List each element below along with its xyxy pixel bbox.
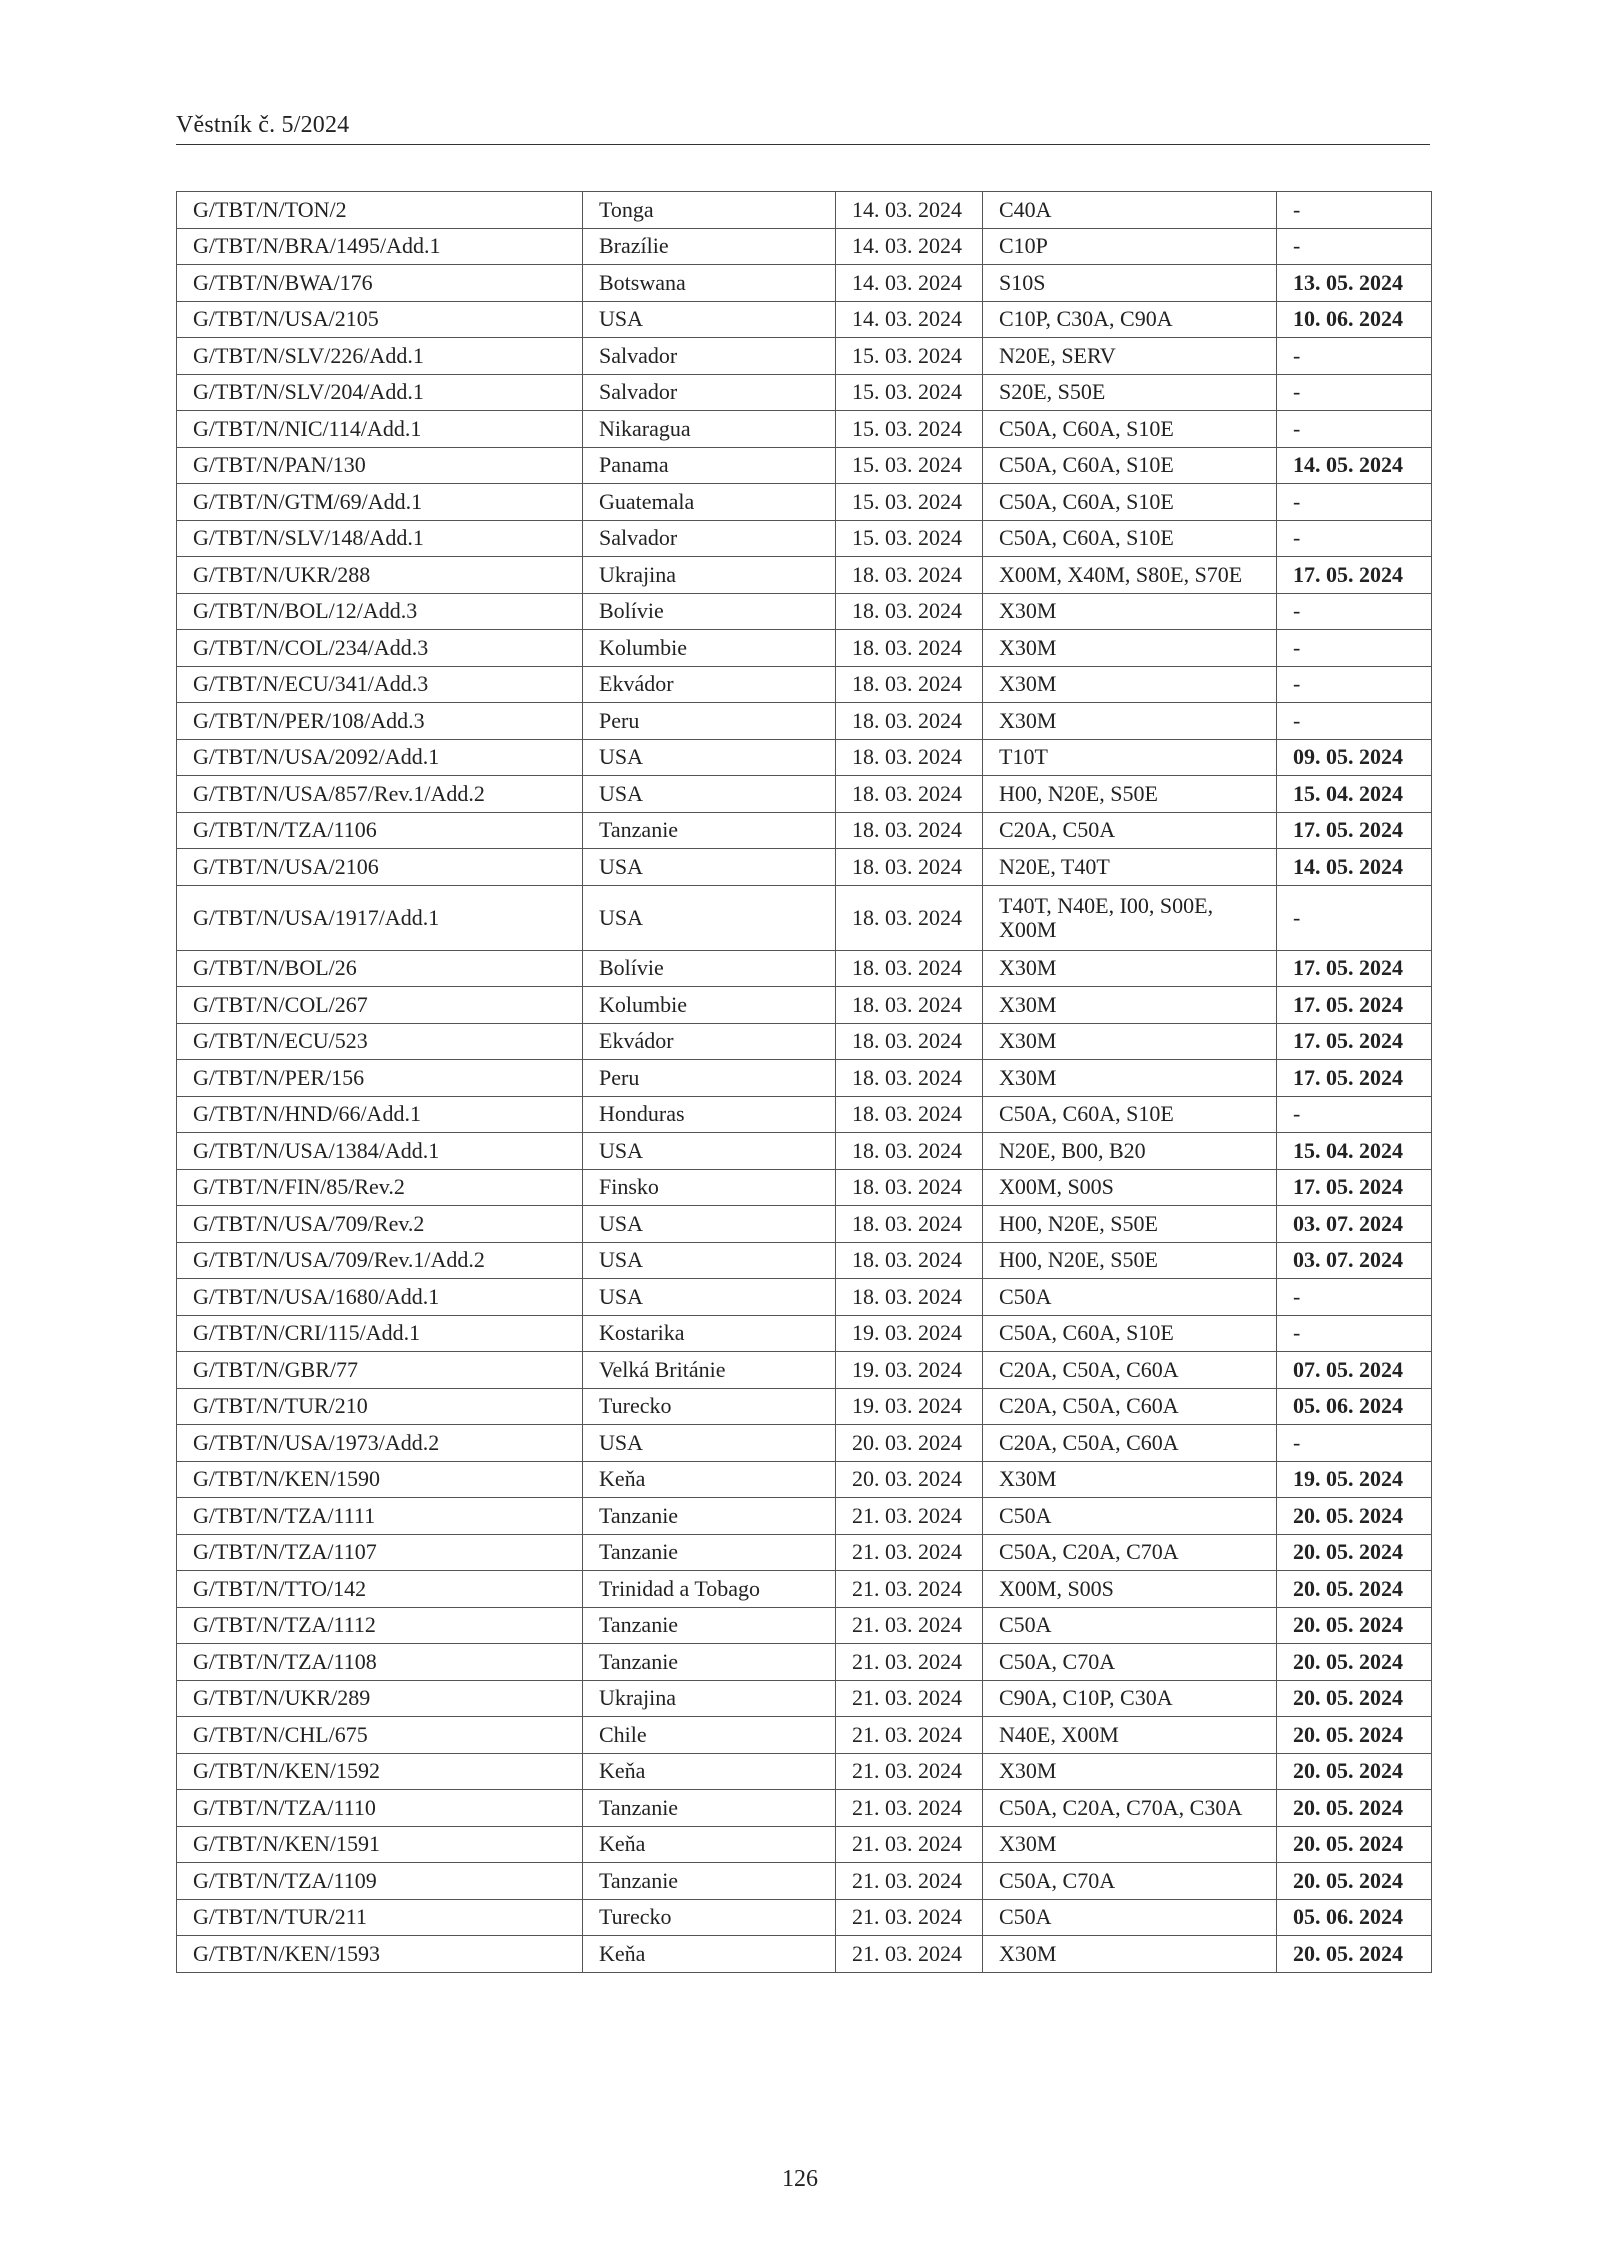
- country-name: USA: [583, 1242, 836, 1279]
- country-name: Finsko: [583, 1169, 836, 1206]
- table-row: [177, 1790, 1432, 1827]
- table-row: [177, 1607, 1432, 1644]
- notifications-table-body: [177, 192, 1432, 1973]
- country-name: Honduras: [583, 1096, 836, 1133]
- country-name: Ukrajina: [583, 1680, 836, 1717]
- comment-deadline: 17. 05. 2024: [1277, 1023, 1432, 1060]
- table-row: [177, 593, 1432, 630]
- notification-date: 18. 03. 2024: [836, 1133, 983, 1170]
- notification-symbol: G/TBT/N/USA/2092/Add.1: [177, 739, 583, 776]
- notification-symbol: G/TBT/N/HND/66/Add.1: [177, 1096, 583, 1133]
- table-row: [177, 1096, 1432, 1133]
- table-row: [177, 1388, 1432, 1425]
- notification-symbol: G/TBT/N/USA/1384/Add.1: [177, 1133, 583, 1170]
- notification-date: 14. 03. 2024: [836, 228, 983, 265]
- notification-date: 20. 03. 2024: [836, 1425, 983, 1462]
- notification-date: 18. 03. 2024: [836, 703, 983, 740]
- product-codes: H00, N20E, S50E: [983, 1242, 1277, 1279]
- notification-date: 15. 03. 2024: [836, 411, 983, 448]
- product-codes: C90A, C10P, C30A: [983, 1680, 1277, 1717]
- product-codes: X00M, S00S: [983, 1169, 1277, 1206]
- page-number: 126: [782, 2166, 818, 2192]
- notification-date: 18. 03. 2024: [836, 593, 983, 630]
- table-row: [177, 1425, 1432, 1462]
- notification-date: 21. 03. 2024: [836, 1534, 983, 1571]
- notification-symbol: G/TBT/N/COL/267: [177, 987, 583, 1024]
- comment-deadline: 17. 05. 2024: [1277, 812, 1432, 849]
- comment-deadline: 17. 05. 2024: [1277, 950, 1432, 987]
- table-row: [177, 1571, 1432, 1608]
- product-codes: X30M: [983, 703, 1277, 740]
- comment-deadline: 20. 05. 2024: [1277, 1863, 1432, 1900]
- country-name: USA: [583, 849, 836, 886]
- notification-date: 21. 03. 2024: [836, 1644, 983, 1681]
- notification-date: 21. 03. 2024: [836, 1790, 983, 1827]
- notification-symbol: G/TBT/N/SLV/204/Add.1: [177, 374, 583, 411]
- country-name: Keňa: [583, 1753, 836, 1790]
- notification-date: 21. 03. 2024: [836, 1607, 983, 1644]
- notification-date: 21. 03. 2024: [836, 1498, 983, 1535]
- comment-deadline: 14. 05. 2024: [1277, 447, 1432, 484]
- notification-date: 18. 03. 2024: [836, 885, 983, 950]
- notification-date: 18. 03. 2024: [836, 557, 983, 594]
- table-row: [177, 1863, 1432, 1900]
- country-name: Peru: [583, 703, 836, 740]
- comment-deadline: 17. 05. 2024: [1277, 1169, 1432, 1206]
- table-row: [177, 1206, 1432, 1243]
- product-codes: C20A, C50A: [983, 812, 1277, 849]
- product-codes: C50A, C60A, S10E: [983, 520, 1277, 557]
- product-codes: C50A, C20A, C70A: [983, 1534, 1277, 1571]
- product-codes: X00M, S00S: [983, 1571, 1277, 1608]
- product-codes: C20A, C50A, C60A: [983, 1388, 1277, 1425]
- country-name: Kolumbie: [583, 987, 836, 1024]
- notification-date: 18. 03. 2024: [836, 776, 983, 813]
- table-row: [177, 1242, 1432, 1279]
- comment-deadline: 20. 05. 2024: [1277, 1498, 1432, 1535]
- comment-deadline: 14. 05. 2024: [1277, 849, 1432, 886]
- comment-deadline: 13. 05. 2024: [1277, 265, 1432, 302]
- table-row: [177, 520, 1432, 557]
- country-name: Salvador: [583, 520, 836, 557]
- country-name: Guatemala: [583, 484, 836, 521]
- country-name: Velká Británie: [583, 1352, 836, 1389]
- notification-date: 18. 03. 2024: [836, 849, 983, 886]
- comment-deadline: 20. 05. 2024: [1277, 1717, 1432, 1754]
- country-name: USA: [583, 1425, 836, 1462]
- table-row: [177, 950, 1432, 987]
- comment-deadline: -: [1277, 228, 1432, 265]
- comment-deadline: -: [1277, 484, 1432, 521]
- product-codes: C50A, C60A, S10E: [983, 1096, 1277, 1133]
- notification-symbol: G/TBT/N/TUR/211: [177, 1899, 583, 1936]
- product-codes: C50A, C60A, S10E: [983, 447, 1277, 484]
- table-row: [177, 411, 1432, 448]
- product-codes: N20E, SERV: [983, 338, 1277, 375]
- country-name: USA: [583, 1279, 836, 1316]
- table-row: [177, 1279, 1432, 1316]
- country-name: Tanzanie: [583, 1790, 836, 1827]
- notification-date: 18. 03. 2024: [836, 666, 983, 703]
- product-codes: X30M: [983, 1023, 1277, 1060]
- comment-deadline: -: [1277, 520, 1432, 557]
- country-name: USA: [583, 1133, 836, 1170]
- notification-symbol: G/TBT/N/KEN/1590: [177, 1461, 583, 1498]
- notification-symbol: G/TBT/N/USA/1917/Add.1: [177, 885, 583, 950]
- notification-symbol: G/TBT/N/PER/108/Add.3: [177, 703, 583, 740]
- product-codes: X30M: [983, 1060, 1277, 1097]
- country-name: Tanzanie: [583, 812, 836, 849]
- notification-date: 21. 03. 2024: [836, 1571, 983, 1608]
- notifications-table: [176, 191, 1432, 1973]
- notification-date: 18. 03. 2024: [836, 739, 983, 776]
- notification-date: 18. 03. 2024: [836, 1096, 983, 1133]
- notification-date: 18. 03. 2024: [836, 1060, 983, 1097]
- table-row: [177, 849, 1432, 886]
- country-name: Trinidad a Tobago: [583, 1571, 836, 1608]
- notification-date: 18. 03. 2024: [836, 1279, 983, 1316]
- country-name: Tanzanie: [583, 1863, 836, 1900]
- country-name: Turecko: [583, 1899, 836, 1936]
- table-row: [177, 228, 1432, 265]
- comment-deadline: 09. 05. 2024: [1277, 739, 1432, 776]
- notification-symbol: G/TBT/N/USA/709/Rev.1/Add.2: [177, 1242, 583, 1279]
- product-codes: N20E, T40T: [983, 849, 1277, 886]
- country-name: Panama: [583, 447, 836, 484]
- comment-deadline: 05. 06. 2024: [1277, 1388, 1432, 1425]
- notification-symbol: G/TBT/N/SLV/148/Add.1: [177, 520, 583, 557]
- table-row: [177, 1753, 1432, 1790]
- notification-symbol: G/TBT/N/TZA/1107: [177, 1534, 583, 1571]
- product-codes: X30M: [983, 987, 1277, 1024]
- comment-deadline: -: [1277, 1315, 1432, 1352]
- table-row: [177, 987, 1432, 1024]
- country-name: Ekvádor: [583, 1023, 836, 1060]
- comment-deadline: 20. 05. 2024: [1277, 1936, 1432, 1973]
- comment-deadline: -: [1277, 630, 1432, 667]
- product-codes: H00, N20E, S50E: [983, 776, 1277, 813]
- notification-symbol: G/TBT/N/UKR/288: [177, 557, 583, 594]
- product-codes: C50A: [983, 1279, 1277, 1316]
- notification-symbol: G/TBT/N/TZA/1109: [177, 1863, 583, 1900]
- country-name: Keňa: [583, 1826, 836, 1863]
- notification-date: 15. 03. 2024: [836, 484, 983, 521]
- comment-deadline: 07. 05. 2024: [1277, 1352, 1432, 1389]
- notification-symbol: G/TBT/N/CHL/675: [177, 1717, 583, 1754]
- table-row: [177, 1060, 1432, 1097]
- notification-symbol: G/TBT/N/GBR/77: [177, 1352, 583, 1389]
- notification-date: 18. 03. 2024: [836, 812, 983, 849]
- product-codes: C50A, C20A, C70A, C30A: [983, 1790, 1277, 1827]
- page-header-title: Věstník č. 5/2024: [176, 112, 350, 138]
- notification-symbol: G/TBT/N/UKR/289: [177, 1680, 583, 1717]
- notification-date: 19. 03. 2024: [836, 1315, 983, 1352]
- table-row: [177, 1680, 1432, 1717]
- comment-deadline: 20. 05. 2024: [1277, 1753, 1432, 1790]
- country-name: Ekvádor: [583, 666, 836, 703]
- notification-symbol: G/TBT/N/TZA/1110: [177, 1790, 583, 1827]
- comment-deadline: 20. 05. 2024: [1277, 1790, 1432, 1827]
- table-row: [177, 265, 1432, 302]
- comment-deadline: 20. 05. 2024: [1277, 1826, 1432, 1863]
- notification-symbol: G/TBT/N/TZA/1111: [177, 1498, 583, 1535]
- comment-deadline: -: [1277, 666, 1432, 703]
- comment-deadline: 15. 04. 2024: [1277, 1133, 1432, 1170]
- comment-deadline: -: [1277, 1279, 1432, 1316]
- country-name: Ukrajina: [583, 557, 836, 594]
- comment-deadline: 19. 05. 2024: [1277, 1461, 1432, 1498]
- table-row: [177, 1899, 1432, 1936]
- table-row: [177, 1826, 1432, 1863]
- table-row: [177, 1644, 1432, 1681]
- product-codes: N20E, B00, B20: [983, 1133, 1277, 1170]
- product-codes: X00M, X40M, S80E, S70E: [983, 557, 1277, 594]
- country-name: Bolívie: [583, 593, 836, 630]
- notification-date: 14. 03. 2024: [836, 265, 983, 302]
- notification-symbol: G/TBT/N/KEN/1591: [177, 1826, 583, 1863]
- country-name: USA: [583, 776, 836, 813]
- country-name: Salvador: [583, 338, 836, 375]
- country-name: Tanzanie: [583, 1607, 836, 1644]
- notification-symbol: G/TBT/N/PER/156: [177, 1060, 583, 1097]
- notification-date: 15. 03. 2024: [836, 447, 983, 484]
- notification-symbol: G/TBT/N/TZA/1106: [177, 812, 583, 849]
- notification-date: 18. 03. 2024: [836, 950, 983, 987]
- comment-deadline: 10. 06. 2024: [1277, 301, 1432, 338]
- notification-date: 15. 03. 2024: [836, 374, 983, 411]
- comment-deadline: -: [1277, 1096, 1432, 1133]
- table-row: [177, 703, 1432, 740]
- product-codes: X30M: [983, 630, 1277, 667]
- notification-date: 18. 03. 2024: [836, 987, 983, 1024]
- country-name: Turecko: [583, 1388, 836, 1425]
- notification-symbol: G/TBT/N/USA/709/Rev.2: [177, 1206, 583, 1243]
- notification-symbol: G/TBT/N/BWA/176: [177, 265, 583, 302]
- table-row: [177, 1023, 1432, 1060]
- table-row: [177, 776, 1432, 813]
- comment-deadline: -: [1277, 1425, 1432, 1462]
- notification-date: 20. 03. 2024: [836, 1461, 983, 1498]
- notification-symbol: G/TBT/N/USA/2105: [177, 301, 583, 338]
- notification-date: 14. 03. 2024: [836, 192, 983, 229]
- table-row: [177, 1936, 1432, 1973]
- product-codes: C10P, C30A, C90A: [983, 301, 1277, 338]
- table-row: [177, 192, 1432, 229]
- comment-deadline: -: [1277, 593, 1432, 630]
- notification-symbol: G/TBT/N/ECU/523: [177, 1023, 583, 1060]
- notification-date: 21. 03. 2024: [836, 1826, 983, 1863]
- product-codes: X30M: [983, 1461, 1277, 1498]
- country-name: Tanzanie: [583, 1644, 836, 1681]
- notification-date: 21. 03. 2024: [836, 1863, 983, 1900]
- table-row: [177, 1498, 1432, 1535]
- notification-symbol: G/TBT/N/BOL/12/Add.3: [177, 593, 583, 630]
- notification-date: 18. 03. 2024: [836, 1206, 983, 1243]
- product-codes: S20E, S50E: [983, 374, 1277, 411]
- notification-symbol: G/TBT/N/ECU/341/Add.3: [177, 666, 583, 703]
- product-codes: X30M: [983, 666, 1277, 703]
- notification-symbol: G/TBT/N/USA/1680/Add.1: [177, 1279, 583, 1316]
- notification-symbol: G/TBT/N/KEN/1592: [177, 1753, 583, 1790]
- comment-deadline: 17. 05. 2024: [1277, 1060, 1432, 1097]
- product-codes: C10P: [983, 228, 1277, 265]
- table-row: [177, 338, 1432, 375]
- comment-deadline: 05. 06. 2024: [1277, 1899, 1432, 1936]
- country-name: Nikaragua: [583, 411, 836, 448]
- comment-deadline: 20. 05. 2024: [1277, 1680, 1432, 1717]
- country-name: USA: [583, 739, 836, 776]
- country-name: Bolívie: [583, 950, 836, 987]
- country-name: Kolumbie: [583, 630, 836, 667]
- table-row: [177, 301, 1432, 338]
- product-codes: C20A, C50A, C60A: [983, 1425, 1277, 1462]
- table-row: [177, 1315, 1432, 1352]
- product-codes: C50A, C60A, S10E: [983, 484, 1277, 521]
- product-codes: C50A: [983, 1607, 1277, 1644]
- notification-date: 18. 03. 2024: [836, 630, 983, 667]
- country-name: Peru: [583, 1060, 836, 1097]
- product-codes: C50A, C70A: [983, 1644, 1277, 1681]
- country-name: Brazílie: [583, 228, 836, 265]
- product-codes: X30M: [983, 593, 1277, 630]
- product-codes: N40E, X00M: [983, 1717, 1277, 1754]
- table-row: [177, 666, 1432, 703]
- table-row: [177, 739, 1432, 776]
- product-codes: X30M: [983, 950, 1277, 987]
- notification-symbol: G/TBT/N/TZA/1108: [177, 1644, 583, 1681]
- comment-deadline: 03. 07. 2024: [1277, 1242, 1432, 1279]
- table-row: [177, 1717, 1432, 1754]
- product-codes: H00, N20E, S50E: [983, 1206, 1277, 1243]
- country-name: USA: [583, 885, 836, 950]
- product-codes: X30M: [983, 1753, 1277, 1790]
- table-row: [177, 885, 1432, 950]
- notification-date: 19. 03. 2024: [836, 1352, 983, 1389]
- country-name: USA: [583, 1206, 836, 1243]
- notification-symbol: G/TBT/N/NIC/114/Add.1: [177, 411, 583, 448]
- notification-symbol: G/TBT/N/KEN/1593: [177, 1936, 583, 1973]
- comment-deadline: 03. 07. 2024: [1277, 1206, 1432, 1243]
- notification-symbol: G/TBT/N/TUR/210: [177, 1388, 583, 1425]
- table-row: [177, 484, 1432, 521]
- notification-symbol: G/TBT/N/BOL/26: [177, 950, 583, 987]
- notification-date: 21. 03. 2024: [836, 1680, 983, 1717]
- notification-date: 18. 03. 2024: [836, 1023, 983, 1060]
- comment-deadline: -: [1277, 338, 1432, 375]
- notification-symbol: G/TBT/N/CRI/115/Add.1: [177, 1315, 583, 1352]
- comment-deadline: 15. 04. 2024: [1277, 776, 1432, 813]
- comment-deadline: 20. 05. 2024: [1277, 1571, 1432, 1608]
- table-row: [177, 1461, 1432, 1498]
- table-row: [177, 1169, 1432, 1206]
- country-name: Kostarika: [583, 1315, 836, 1352]
- product-codes: C50A, C60A, S10E: [983, 411, 1277, 448]
- country-name: Salvador: [583, 374, 836, 411]
- product-codes: S10S: [983, 265, 1277, 302]
- comment-deadline: 17. 05. 2024: [1277, 987, 1432, 1024]
- table-row: [177, 1534, 1432, 1571]
- notification-symbol: G/TBT/N/TON/2: [177, 192, 583, 229]
- comment-deadline: -: [1277, 374, 1432, 411]
- notification-symbol: G/TBT/N/BRA/1495/Add.1: [177, 228, 583, 265]
- notification-symbol: G/TBT/N/SLV/226/Add.1: [177, 338, 583, 375]
- notification-symbol: G/TBT/N/GTM/69/Add.1: [177, 484, 583, 521]
- country-name: Tanzanie: [583, 1498, 836, 1535]
- notification-date: 21. 03. 2024: [836, 1936, 983, 1973]
- table-row: [177, 812, 1432, 849]
- table-row: [177, 557, 1432, 594]
- product-codes: T40T, N40E, I00, S00E, X00M: [983, 885, 1277, 950]
- product-codes: C50A: [983, 1498, 1277, 1535]
- notification-symbol: G/TBT/N/USA/857/Rev.1/Add.2: [177, 776, 583, 813]
- country-name: USA: [583, 301, 836, 338]
- comment-deadline: 17. 05. 2024: [1277, 557, 1432, 594]
- country-name: Botswana: [583, 265, 836, 302]
- table-row: [177, 1352, 1432, 1389]
- table-row: [177, 374, 1432, 411]
- notification-symbol: G/TBT/N/USA/2106: [177, 849, 583, 886]
- table-row: [177, 447, 1432, 484]
- product-codes: X30M: [983, 1826, 1277, 1863]
- product-codes: C50A, C60A, S10E: [983, 1315, 1277, 1352]
- country-name: Keňa: [583, 1461, 836, 1498]
- table-row: [177, 630, 1432, 667]
- comment-deadline: 20. 05. 2024: [1277, 1644, 1432, 1681]
- comment-deadline: -: [1277, 411, 1432, 448]
- product-codes: C50A, C70A: [983, 1863, 1277, 1900]
- comment-deadline: 20. 05. 2024: [1277, 1607, 1432, 1644]
- notification-date: 15. 03. 2024: [836, 338, 983, 375]
- country-name: Chile: [583, 1717, 836, 1754]
- notification-date: 14. 03. 2024: [836, 301, 983, 338]
- comment-deadline: -: [1277, 703, 1432, 740]
- notification-symbol: G/TBT/N/COL/234/Add.3: [177, 630, 583, 667]
- product-codes: X30M: [983, 1936, 1277, 1973]
- notification-symbol: G/TBT/N/TZA/1112: [177, 1607, 583, 1644]
- table-row: [177, 1133, 1432, 1170]
- notification-date: 21. 03. 2024: [836, 1717, 983, 1754]
- notification-symbol: G/TBT/N/PAN/130: [177, 447, 583, 484]
- comment-deadline: -: [1277, 885, 1432, 950]
- notification-date: 18. 03. 2024: [836, 1242, 983, 1279]
- header-rule: [176, 144, 1430, 145]
- comment-deadline: 20. 05. 2024: [1277, 1534, 1432, 1571]
- notification-symbol: G/TBT/N/FIN/85/Rev.2: [177, 1169, 583, 1206]
- country-name: Tanzanie: [583, 1534, 836, 1571]
- product-codes: C40A: [983, 192, 1277, 229]
- comment-deadline: -: [1277, 192, 1432, 229]
- notification-date: 21. 03. 2024: [836, 1899, 983, 1936]
- country-name: Keňa: [583, 1936, 836, 1973]
- country-name: Tonga: [583, 192, 836, 229]
- notification-symbol: G/TBT/N/USA/1973/Add.2: [177, 1425, 583, 1462]
- product-codes: C50A: [983, 1899, 1277, 1936]
- notification-date: 21. 03. 2024: [836, 1753, 983, 1790]
- notification-date: 15. 03. 2024: [836, 520, 983, 557]
- notification-date: 18. 03. 2024: [836, 1169, 983, 1206]
- product-codes: C20A, C50A, C60A: [983, 1352, 1277, 1389]
- notification-date: 19. 03. 2024: [836, 1388, 983, 1425]
- notification-symbol: G/TBT/N/TTO/142: [177, 1571, 583, 1608]
- product-codes: T10T: [983, 739, 1277, 776]
